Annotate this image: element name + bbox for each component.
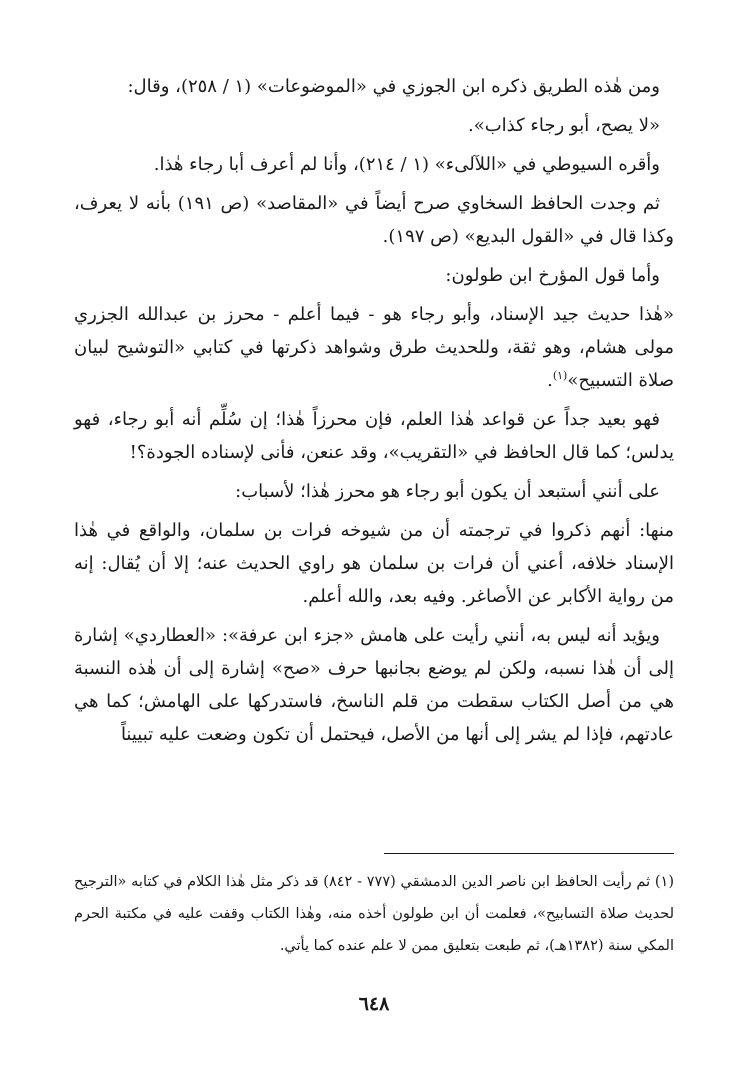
paragraph-8: على أنني أستبعد أن يكون أبو رجاء هو محرز هٰذا؛ لأسباب: (235, 481, 660, 502)
paragraph-7: فهو بعيد جداً عن قواعد هٰذا العلم، فإن محرزاً هٰذا؛ إن سُلِّم أنه أبو رجاء، فهو يدلس؛ كما قال الحافظ في «التقريب»، وقد عنعن، فأنى لإسناده الجودة؟! (74, 409, 674, 463)
paragraph-6-quote (74, 298, 674, 397)
paragraph-3: وأقره السيوطي في «اللآلىء» (١ / ٢١٤)، وأنا لم أعرف أبا رجاء هٰذا. (153, 154, 660, 175)
paragraph-4: ثم وجدت الحافظ السخاوي صرح أيضاً في «المقاصد» (ص ١٩١) بأنه لا يعرف، وكذا قال في «القول البديع» (ص ١٩٧). (74, 193, 674, 247)
footnote-separator (384, 853, 674, 854)
paragraph-2-quote: «لا يصح، أبو رجاء كذاب». (468, 115, 660, 136)
paragraph-6-text: «هٰذا حديث جيد الإسناد، وأبو رجاء هو - فيما أعلم - محرز بن عبدالله الجزري مولى هشام، وهو ثقة، وللحديث طرق وشواهد ذكرتها في كتابي «التوشيح لبيان صلاة التسبيح» (74, 304, 674, 391)
footnote-reference: (١) (552, 369, 568, 382)
page-number: ٦٤٨ (358, 993, 390, 1015)
paragraph-1: ومن هٰذه الطريق ذكره ابن الجوزي في «الموضوعات» (١ / ٢٥٨)، وقال: (127, 76, 660, 97)
footnote (74, 866, 674, 962)
paragraph-5: وأما قول المؤرخ ابن طولون: (445, 265, 660, 286)
footnote-text: (١) ثم رأيت الحافظ ابن ناصر الدين الدمشقي (٧٧٧ - ٨٤٢) قد ذكر مثل هٰذا الكلام في كتابه «الترجيح لحديث صلاة التسابيح»، فعلمت أن ابن طولون أخذه منه، وهٰذا الكتاب وقفت عليه في مكتبة الحرم المكي سنة (١٣٨٢هـ)، ثم طبعت بتعليق ممن لا علم عنده كما يأتي. (74, 874, 674, 954)
paragraph-10: ويؤيد أنه ليس به، أنني رأيت على هامش «جزء ابن عرفة»: «العطاردي» إشارة إلى أن هٰذا نسبه، ولكن لم يوضع بجانبها حرف «صح» إشارة إلى أن هٰذه النسبة هي من أصل الكتاب سقطت من قلم الناسخ، فاستدركها على الهامش؛ كما هي عادتهم، فإذا لم يشر إلى أنها من الأصل، فيحتمل أن تكون وضعت عليه تبييناً (74, 625, 674, 745)
main-text (74, 70, 674, 751)
paragraph-9: منها: أنهم ذكروا في ترجمته أن من شيوخه فرات بن سلمان، والواقع في هٰذا الإسناد خلافه، أعني أن فرات بن سلمان هو راوي الحديث عنه؛ إلا أن يُقال: إنه من رواية الأكابر عن الأصاغر. وفيه بعد، والله أعلم. (74, 520, 674, 607)
paragraph-6-tail: . (547, 370, 553, 391)
document-page (74, 70, 674, 1070)
